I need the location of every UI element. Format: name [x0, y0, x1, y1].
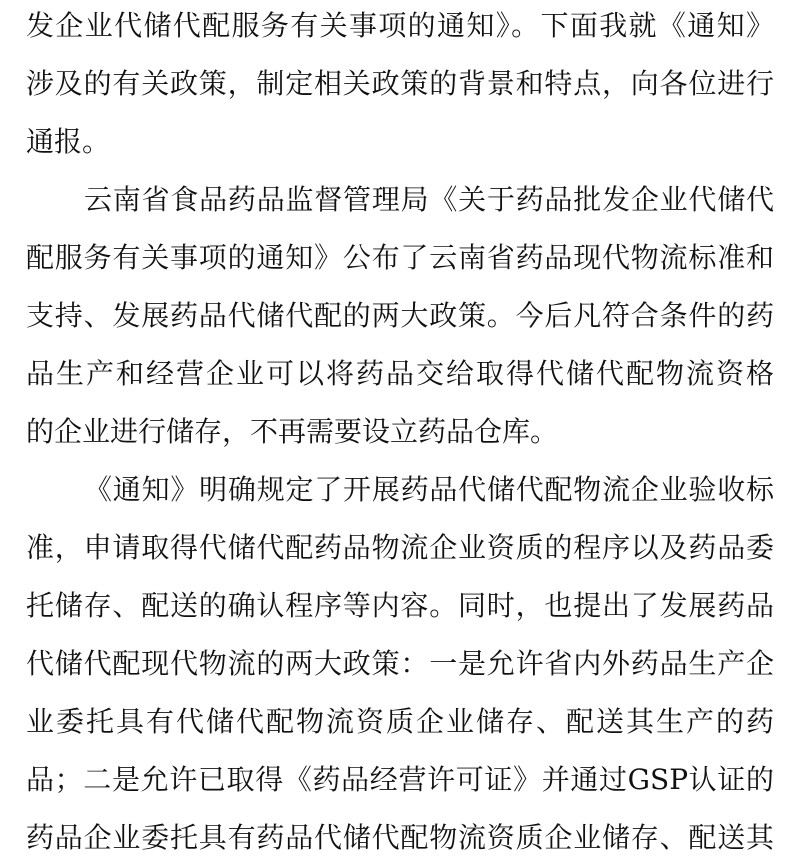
text-line: 发企业代储代配服务有关事项的通知》。下面我就《通知》	[26, 9, 774, 42]
text-line: 业委托具有代储代配物流资质企业储存、配送其生产的药	[26, 705, 774, 738]
text-line: 品；二是允许已取得《药品经营许可证》并通过GSP认证的	[26, 763, 774, 796]
text-line: 代储代配现代物流的两大政策：一是允许省内外药品生产企	[26, 647, 774, 680]
text-line: 药品企业委托具有药品代储代配物流资质企业储存、配送其	[26, 821, 774, 854]
text-line: 通报。	[26, 125, 111, 158]
text-line: 的企业进行储存，不再需要设立药品仓库。	[26, 415, 559, 448]
text-line: 配服务有关事项的通知》公布了云南省药品现代物流标准和	[26, 241, 774, 274]
text-line: 云南省食品药品监督管理局《关于药品批发企业代储代	[84, 183, 774, 216]
text-line: 《通知》明确规定了开展药品代储代配物流企业验收标	[84, 473, 774, 506]
text-line: 托储存、配送的确认程序等内容。同时，也提出了发展药品	[26, 589, 774, 622]
text-line: 涉及的有关政策，制定相关政策的背景和特点，向各位进行	[26, 67, 774, 100]
text-line: 准，申请取得代储代配药品物流企业资质的程序以及药品委	[26, 531, 774, 564]
text-line: 支持、发展药品代储代配的两大政策。今后凡符合条件的药	[26, 299, 774, 332]
text-line: 品生产和经营企业可以将药品交给取得代储代配物流资格	[26, 357, 774, 390]
